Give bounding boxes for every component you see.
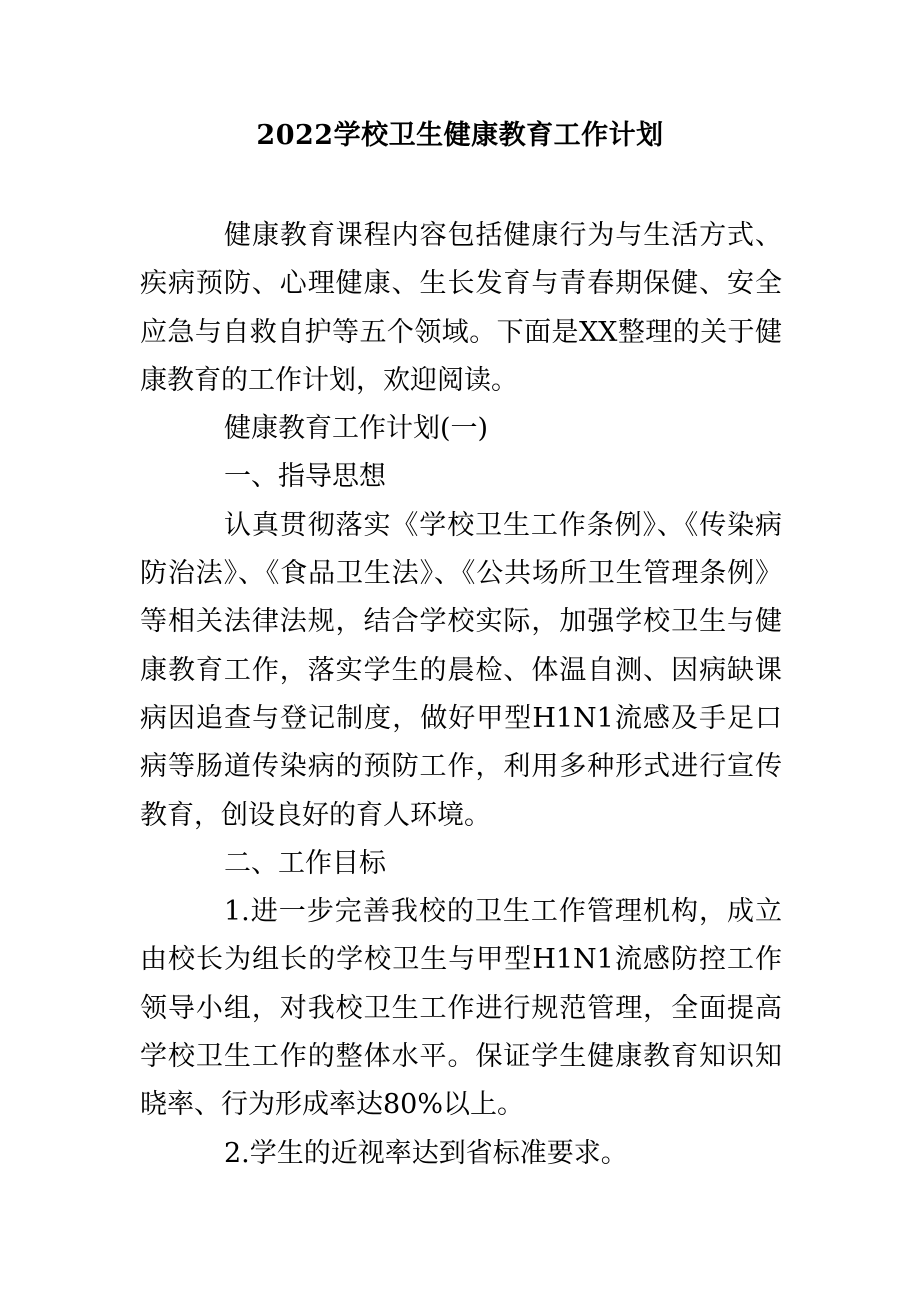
goal-item-1: 1.进一步完善我校的卫生工作管理机构，成立由校长为组长的学校卫生与甲型H1N1流感防控工作领导小组，对我校卫生工作进行规范管理，全面提高学校卫生工作的整体水平。保证学生健康教育知识知晓率、行为形成率达80%以上。 — [140, 896, 782, 1121]
guiding-ideology-paragraph: 认真贯彻落实《学校卫生工作条例》、《传染病防治法》、《食品卫生法》、《公共场所卫生管理条例》等相关法律法规，结合学校实际，加强学校卫生与健康教育工作，落实学生的晨检、体温自测、因病缺课病因追查与登记制度，做好甲型H1N1流感及手足口病等肠道传染病的预防工作，利用多种形式进行宣传教育，创设良好的育人环境。 — [140, 509, 782, 831]
section-heading-guiding-ideology: 一、指导思想 — [224, 461, 386, 493]
intro-paragraph: 健康教育课程内容包括健康行为与生活方式、疾病预防、心理健康、生长发育与青春期保健、安全应急与自救自护等五个领域。下面是XX整理的关于健康教育的工作计划，欢迎阅读。 — [140, 220, 782, 396]
document-title: 2022学校卫生健康教育工作计划 — [256, 120, 664, 151]
plan-heading: 健康教育工作计划(一) — [224, 413, 489, 445]
goal-item-2: 2.学生的近视率达到省标准要求。 — [224, 1137, 628, 1169]
document-body — [140, 212, 782, 1178]
section-heading-work-goals: 二、工作目标 — [224, 847, 386, 879]
